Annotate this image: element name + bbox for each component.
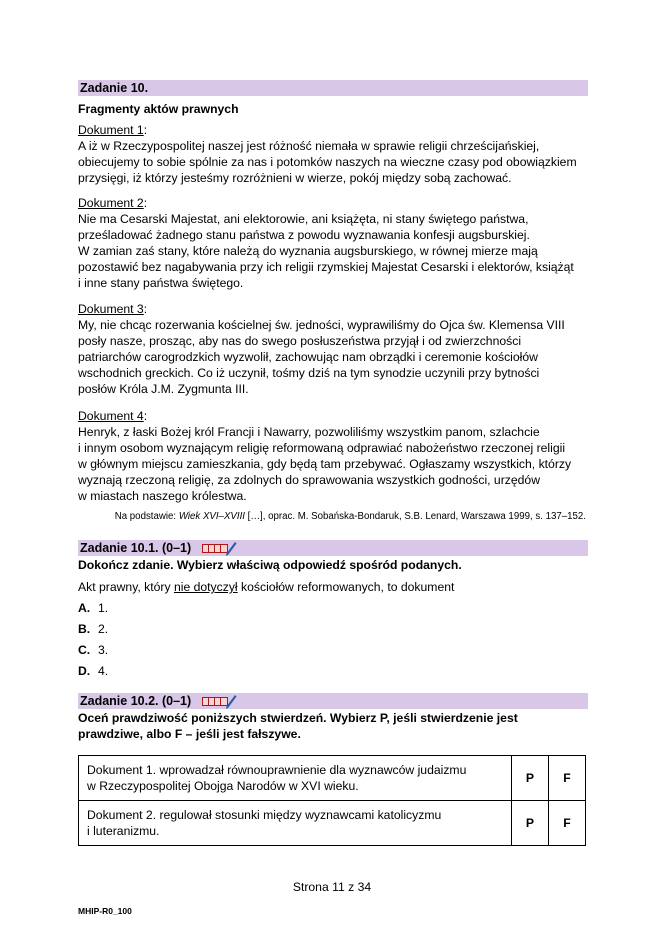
document-line: przysięgi, iż którzy jesteśmy rozróżnieni w wierze, pokój między sobą zachować. xyxy=(78,171,512,185)
source-note: Na podstawie: Wiek XVI–XVIII […], oprac. M. Sobańska-Bondaruk, S.B. Lenard, Warszawa 1999, s. 137–152. xyxy=(114,511,586,522)
true-option-1[interactable]: P xyxy=(512,756,549,801)
statement-2: Dokument 2. regulował stosunki między wyznawcami katolicyzmu i luteranizmu. xyxy=(79,801,512,846)
document-line: wschodnich greckich. Co iż uczynił, tośmy dziś na tym synodzie uczynili przy bytności xyxy=(78,366,540,380)
document-1: Dokument 1: A iż w Rzeczypospolitej naszej jest różność niemała w sprawie religii chrześcijańskiej, obiecujemy to sobie spólnie za nas i potomków naszych na wieczne czasy pod obowiązkiem przysięgi, iż którzy jesteśmy rozróżnieni w wierze, pokój między sobą zachować. xyxy=(78,122,586,186)
document-line: patriarchów carogrodzkich wyzwolił, zachowując nam obrządki i ceremonie kościołów xyxy=(78,350,538,364)
document-line: i innym osobom wyznającym religię reformowaną odprawiać nabożeństwo rzeczonej religii xyxy=(78,441,566,455)
document-2-label: Dokument 2 xyxy=(78,196,144,210)
pen-icon xyxy=(225,694,237,710)
q1-header: Zadanie 10.1. (0–1) xyxy=(80,541,192,555)
task-header-bar xyxy=(78,80,588,96)
false-option-1[interactable]: F xyxy=(549,756,586,801)
document-line: W zamian zaś stany, które należą do wyznania augsburskiego, w równej mierze mają xyxy=(78,244,538,258)
document-4-label: Dokument 4 xyxy=(78,409,144,423)
q2-instruction: Oceń prawdziwość poniższych stwierdzeń. Wybierz P, jeśli stwierdzenie jest prawdziwe, albo F – jeśli jest fałszywe. xyxy=(78,711,518,741)
document-line: posły nasze, prosząc, aby nas do swego posłuszeństwa przyjął i od zwierzchności xyxy=(78,334,522,348)
score-boxes-icon xyxy=(202,694,237,710)
document-line: pozostawić bez nagabywania przy ich religii rzymskiej Majestat Cesarski i elektorów, książąt xyxy=(78,260,574,274)
document-line: posłów Króla J.M. Zygmunta III. xyxy=(78,382,249,396)
document-line: prześladować żadnego stanu państwa z powodu wyznawania konfesji augsburskiej. xyxy=(78,228,530,242)
option-c[interactable]: C. 3. xyxy=(78,643,109,657)
q1-stem: Akt prawny, który nie dotyczył kościołów reformowanych, to dokument xyxy=(78,580,455,594)
document-1-label: Dokument 1 xyxy=(78,123,144,137)
option-b[interactable]: B. 2. xyxy=(78,622,109,636)
q1-header-bar xyxy=(78,540,588,556)
source-title: Wiek XVI–XVIII xyxy=(178,511,245,522)
q2-header-bar xyxy=(78,693,588,709)
document-3-text xyxy=(78,317,586,397)
document-4: Dokument 4: Henryk, z łaski Bożej król Francji i Nawarry, pozwoliliśmy wszystkim panom, szlachcie i innym osobom wyznającym religię reformowaną odprawiać nabożeństwo rzeczonej religii w głównym miejscu zamieszkania, gdy będą tam przebywać. Ogłaszamy wszystkich, którzy wyznają rzeczoną religię, za zdolnych do sprawowania wszystkich godności, urzędów w miastach naszego królestwa. xyxy=(78,408,586,504)
table-row xyxy=(79,756,586,801)
document-2: Dokument 2: Nie ma Cesarski Majestat, ani elektorowie, ani książęta, ni stany świętego państwa, prześladować żadnego stanu państwa z powodu wyznawania konfesji augsburskiej. W zamian zaś stany, które należą do wyznania augsburskiego, w równej mierze mają pozostawić bez nagabywania przy ich religii rzymskiej Majestat Cesarski i elektorów, książąt i inne stany państwa świętego. xyxy=(78,195,586,291)
document-line: My, nie chcąc rozerwania kościelnej św. jedności, wyprawiliśmy do Ojca św. Klemensa VIII xyxy=(78,318,565,332)
document-1-text xyxy=(78,138,586,186)
document-line: obiecujemy to sobie spólnie za nas i potomków naszych na wieczne czasy pod obowiązkiem xyxy=(78,155,577,169)
option-a[interactable]: A. 1. xyxy=(78,601,109,615)
document-line: Henryk, z łaski Bożej król Francji i Nawarry, pozwoliliśmy wszystkim panom, szlachcie xyxy=(78,425,540,439)
document-2-text xyxy=(78,211,586,291)
true-option-2[interactable]: P xyxy=(512,801,549,846)
q2-header: Zadanie 10.2. (0–1) xyxy=(80,694,192,708)
q1-instruction: Dokończ zdanie. Wybierz właściwą odpowiedź spośród podanych. xyxy=(78,558,462,572)
page-number: Strona 11 z 34 xyxy=(292,880,372,894)
document-4-text xyxy=(78,424,586,504)
exam-code: MHIP-R0_100 xyxy=(78,906,132,916)
task-header: Zadanie 10. xyxy=(80,81,149,95)
document-line: w miastach naszego królestwa. xyxy=(78,489,247,503)
document-line: wyznają rzeczoną religię, za zdolnych do sprawowania wszystkich godności, urzędów xyxy=(78,473,540,487)
pen-icon xyxy=(225,541,237,557)
document-line: A iż w Rzeczypospolitej naszej jest różność niemała w sprawie religii chrześcijańskiej, xyxy=(78,139,540,153)
document-3: Dokument 3: My, nie chcąc rozerwania kościelnej św. jedności, wyprawiliśmy do Ojca św. Klemensa VIII posły nasze, prosząc, aby nas do swego posłuszeństwa przyjął i od zwierzchności patriarchów carogrodzkich wyzwolił, zachowując nam obrządki i ceremonie kościołów wschodnich greckich. Co iż uczynił, tośmy dziś na tym synodzie uczynili przy bytności posłów Króla J.M. Zygmunta III. xyxy=(78,301,586,397)
document-line: Nie ma Cesarski Majestat, ani elektorowie, ani książęta, ni stany świętego państwa, xyxy=(78,212,529,226)
document-line: i inne stany państwa świętego. xyxy=(78,276,244,290)
table-row xyxy=(79,801,586,846)
statement-1: Dokument 1. wprowadzał równouprawnienie dla wyznawców judaizmu w Rzeczypospolitej Obojga Narodów w XVI wieku. xyxy=(79,756,512,801)
document-3-label: Dokument 3 xyxy=(78,302,144,316)
score-boxes-icon xyxy=(202,541,237,557)
task-subtitle: Fragmenty aktów prawnych xyxy=(78,102,239,116)
q1-stem-underlined: nie dotyczył xyxy=(173,580,238,594)
false-option-2[interactable]: F xyxy=(549,801,586,846)
true-false-table xyxy=(78,755,586,846)
option-d[interactable]: D. 4. xyxy=(78,664,109,678)
document-line: w głównym miejscu zamieszkania, gdy będą tam przebywać. Ogłaszamy wszystkich, którzy xyxy=(78,457,572,471)
